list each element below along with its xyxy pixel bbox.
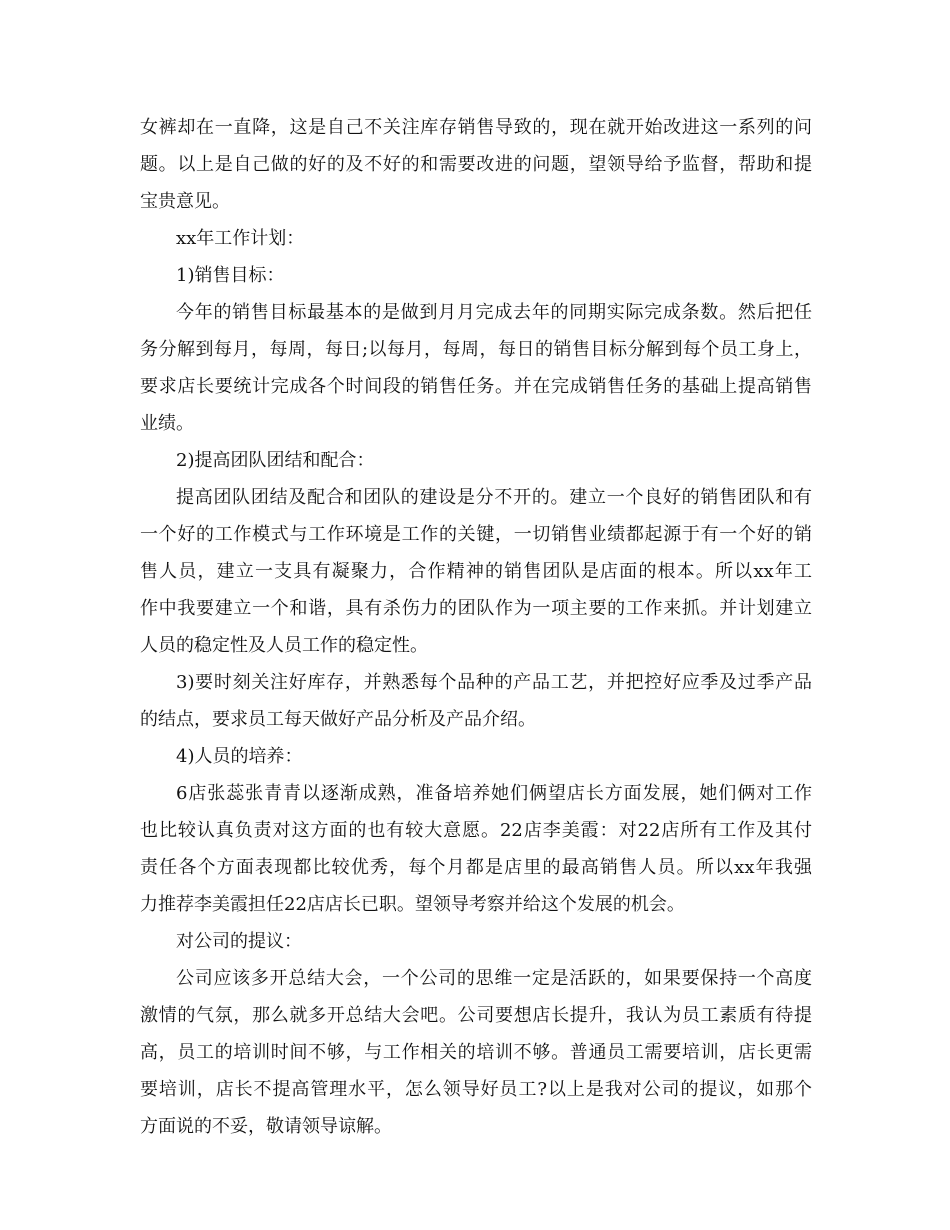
text-line: 也比较认真负责对这方面的也有较大意愿。22店李美霞：对22店所有工作及其付 — [140, 820, 812, 841]
section-heading: 对公司的提议： — [176, 931, 302, 952]
text-line: 要培训，店长不提高管理水平，怎么领导好员工?以上是我对公司的提议，如那个 — [140, 1079, 812, 1100]
text-line: 作中我要建立一个和谐，具有杀伤力的团队作为一项主要的工作来抓。并计划建立 — [140, 598, 812, 619]
text-line: 提高团队团结及配合和团队的建设是分不开的。建立一个良好的销售团队和有 — [176, 487, 812, 508]
text-line: 人员的稳定性及人员工作的稳定性。 — [140, 635, 428, 656]
text-line: 宝贵意见。 — [140, 191, 230, 212]
subsection-heading: 1)销售目标： — [176, 265, 285, 286]
text-line: 方面说的不妥，敬请领导谅解。 — [140, 1116, 392, 1137]
text-line: 题。以上是自己做的好的及不好的和需要改进的问题，望领导给予监督，帮助和提 — [140, 154, 812, 175]
text-line: 激情的气氛，那么就多开总结大会吧。公司要想店长提升，我认为员工素质有待提 — [140, 1005, 812, 1026]
text-line: 业绩。 — [140, 413, 194, 434]
text-line: 公司应该多开总结大会，一个公司的思维一定是活跃的，如果要保持一个高度 — [176, 968, 812, 989]
text-line: 售人员，建立一支具有凝聚力，合作精神的销售团队是店面的根本。所以xx年工 — [140, 561, 812, 582]
text-line: 女裤却在一直降，这是自己不关注库存销售导致的，现在就开始改进这一系列的问 — [140, 117, 812, 138]
text-line: 的结点，要求员工每天做好产品分析及产品介绍。 — [140, 709, 536, 730]
text-line: 责任各个方面表现都比较优秀，每个月都是店里的最高销售人员。所以xx年我强 — [140, 857, 812, 878]
text-line: 3)要时刻关注好库存，并熟悉每个品种的产品工艺，并把控好应季及过季产品 — [176, 672, 812, 693]
text-line: 要求店长要统计完成各个时间段的销售任务。并在完成销售任务的基础上提高销售 — [140, 376, 812, 397]
text-line: 力推荐李美霞担任22店店长已职。望领导考察并给这个发展的机会。 — [140, 894, 685, 915]
text-line: 今年的销售目标最基本的是做到月月完成去年的同期实际完成条数。然后把任 — [176, 302, 812, 323]
section-heading: xx年工作计划： — [176, 228, 305, 249]
subsection-heading: 2)提高团队团结和配合： — [176, 450, 375, 471]
text-line: 6店张蕊张青青以逐渐成熟，准备培养她们俩望店长方面发展，她们俩对工作 — [176, 783, 812, 804]
text-line: 高，员工的培训时间不够，与工作相关的培训不够。普通员工需要培训，店长更需 — [140, 1042, 812, 1063]
subsection-heading: 4)人员的培养： — [176, 746, 303, 767]
text-line: 一个好的工作模式与工作环境是工作的关键，一切销售业绩都起源于有一个好的销 — [140, 524, 812, 545]
text-line: 务分解到每月，每周，每日;以每月，每周，每日的销售目标分解到每个员工身上， — [140, 339, 812, 360]
